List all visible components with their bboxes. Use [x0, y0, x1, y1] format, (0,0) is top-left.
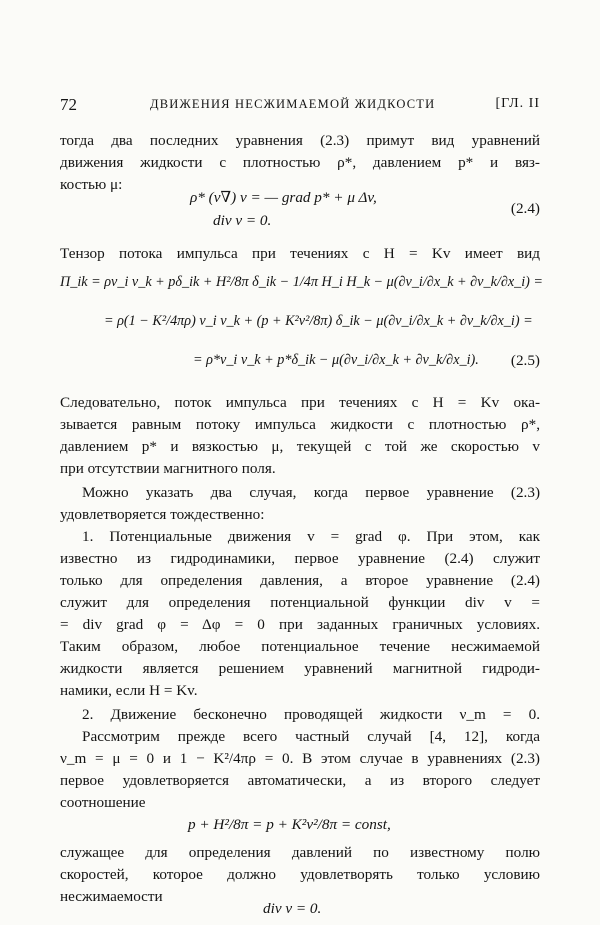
equation-const: p + H²/8π = p + K²v²/8π = const,	[188, 816, 391, 833]
text-line: движения жидкости с плотностью ρ*, давлением p* и вяз-	[60, 154, 540, 171]
paragraph-2	[60, 243, 540, 265]
text-line: Тензор потока импульса при течениях с H = Kv имеет вид	[60, 245, 540, 262]
text-line: зывается равным потоку импульса жидкости с плотностью ρ*,	[60, 416, 540, 433]
text-line: 2. Движение бесконечно проводящей жидкости ν_m = 0.	[82, 706, 540, 723]
paragraph-1	[60, 130, 540, 196]
paragraph-4	[60, 482, 540, 526]
text-line: Рассмотрим прежде всего частный случай [4, 12], когда	[82, 728, 540, 745]
text-line: Следовательно, поток импульса при течениях с H = Kv ока-	[60, 394, 540, 411]
text-line: служащее для определения давлений по известному полю	[60, 844, 540, 861]
text-line: соотношение	[60, 794, 146, 811]
text-line: жидкости является решением уравнений магнитной гидроди-	[60, 660, 540, 677]
equation-number-2-4: (2.4)	[510, 200, 540, 217]
text-line: костью μ:	[60, 176, 123, 193]
page-number: 72	[60, 95, 77, 114]
page-header	[60, 95, 540, 119]
paragraph-3	[60, 392, 540, 480]
equation-div: div v = 0.	[263, 900, 322, 917]
equation-2-5-line-3: = ρ*v_i v_k + p*δ_ik − μ(∂v_i/∂x_k + ∂v_k/∂x_i).	[193, 352, 479, 368]
equation-number-2-5: (2.5)	[510, 352, 540, 369]
paragraph-6	[60, 704, 540, 814]
equation-2-4-line-1: ρ* (v∇) v = — grad p* + μ Δv,	[190, 189, 377, 206]
equation-2-5-line-1: Π_ik = ρv_i v_k + pδ_ik + H²/8π δ_ik − 1/4π H_i H_k − μ(∂v_i/∂x_k + ∂v_k/∂x_i) =	[60, 274, 544, 290]
text-line: ν_m = μ = 0 и 1 − K²/4πρ = 0. В этом случае в уравнениях (2.3)	[60, 750, 540, 767]
text-line: служит для определения потенциальной функции div v =	[60, 594, 540, 611]
text-line: = div grad φ = Δφ = 0 при заданных граничных условиях.	[60, 616, 540, 633]
text-line: намики, если H = Kv.	[60, 682, 198, 699]
text-line: Можно указать два случая, когда первое уравнение (2.3)	[82, 484, 540, 501]
text-line: при отсутствии магнитного поля.	[60, 460, 276, 477]
text-line: известно из гидродинамики, первое уравнение (2.4) служит	[60, 550, 540, 567]
text-line: удовлетворяется тождественно:	[60, 506, 265, 523]
text-line: несжимаемости	[60, 888, 163, 905]
chapter-label: [ГЛ. II	[495, 96, 540, 111]
equation-2-4-line-2: div v = 0.	[213, 212, 272, 229]
text-line: первое удовлетворяется автоматически, а из второго следует	[60, 772, 540, 789]
text-line: 1. Потенциальные движения v = grad φ. При этом, как	[82, 528, 540, 545]
paragraph-7	[60, 842, 540, 908]
equation-2-5-line-2: = ρ(1 − K²/4πρ) v_i v_k + (p + K²v²/8π) δ_ik − μ(∂v_i/∂x_k + ∂v_k/∂x_i) =	[104, 313, 533, 329]
text-line: Таким образом, любое потенциальное течение несжимаемой	[60, 638, 540, 655]
text-line: только для определения давления, а второе уравнение (2.4)	[60, 572, 540, 589]
text-line: скоростей, которое должно удовлетворять только условию	[60, 866, 540, 883]
paragraph-5	[60, 526, 540, 702]
running-title: ДВИЖЕНИЯ НЕСЖИМАЕМОЙ ЖИДКОСТИ	[150, 97, 436, 111]
text-line: тогда два последних уравнения (2.3) примут вид уравнений	[60, 132, 540, 149]
text-line: давлением p* и вязкостью μ, текущей с той же скоростью v	[60, 438, 540, 455]
